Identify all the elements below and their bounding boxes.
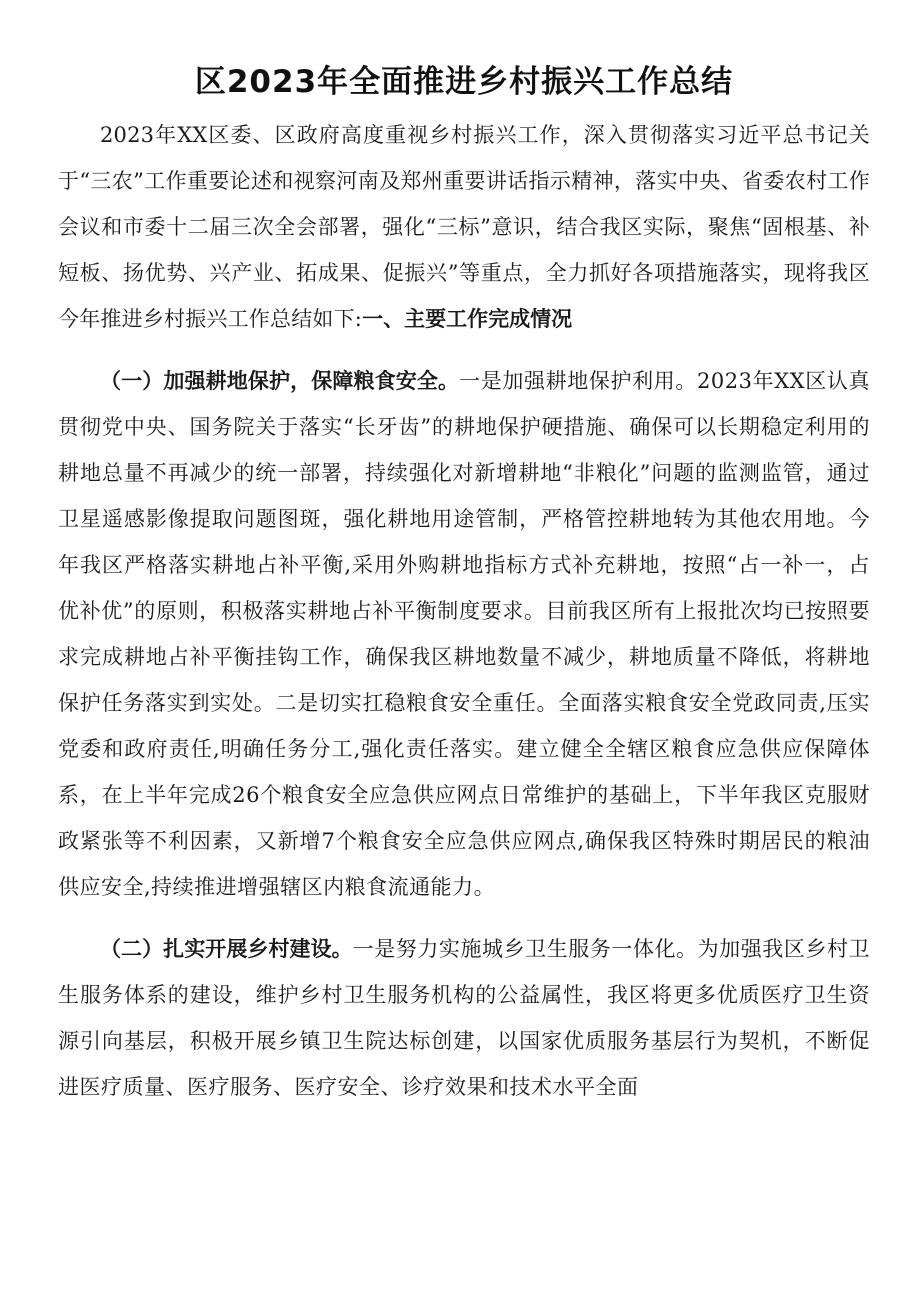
- section-lead-rural-construction: （二）扎实开展乡村建设。: [100, 937, 353, 961]
- section-body-rural-construction: 一是努力实施城乡卫生服务一体化。为加强我区乡村卫生服务体系的建设，维护乡村卫生服务机构的公益属性，我区将更多优质医疗卫生资源引向基层，积极开展乡镇卫生院达标创建，以国家优质服务基层行为契机，不断促进医疗质量、医疗服务、医疗安全、诊疗效果和技术水平全面: [58, 937, 870, 1099]
- section-paragraph-farmland: [58, 358, 870, 910]
- intro-text: 2023年XX区委、区政府高度重视乡村振兴工作，深入贯彻落实习近平总书记关于“三农”工作重要论述和视察河南及郑州重要讲话指示精神，落实中央、省委农村工作会议和市委十二届三次全会部署，强化“三标”意识，结合我区实际，聚焦“固根基、补短板、扬优势、兴产业、拓成果、促振兴”等重点，全力抓好各项措施落实，现将我区今年推进乡村振兴工作总结如下:: [58, 123, 870, 331]
- intro-paragraph: [58, 112, 870, 342]
- section-paragraph-rural-construction: [58, 926, 870, 1110]
- section-body-farmland: 一是加强耕地保护利用。2023年XX区认真贯彻党中央、国务院关于落实“长牙齿”的耕地保护硬措施、确保可以长期稳定利用的耕地总量不再减少的统一部署，持续强化对新增耕地“非粮化”问题的监测监管，通过卫星遥感影像提取问题图斑，强化耕地用途管制，严格管控耕地转为其他农用地。今年我区严格落实耕地占补平衡,采用外购耕地指标方式补充耕地，按照“占一补一，占优补优”的原则，积极落实耕地占补平衡制度要求。目前我区所有上报批次均已按照要求完成耕地占补平衡挂钩工作，确保我区耕地数量不减少，耕地质量不降低，将耕地保护任务落实到实处。二是切实扛稳粮食安全重任。全面落实粮食安全党政同责,压实党委和政府责任,明确任务分工,强化责任落实。建立健全全辖区粮食应急供应保障体系，在上半年完成26个粮食安全应急供应网点日常维护的基础上，下半年我区克服财政紧张等不利因素，又新增7个粮食安全应急供应网点,确保我区特殊时期居民的粮油供应安全,持续推进增强辖区内粮食流通能力。: [58, 369, 870, 899]
- document-title: 区2023年全面推进乡村振兴工作总结: [194, 64, 734, 100]
- section-lead-farmland: （一）加强耕地保护，保障粮食安全。: [100, 369, 460, 393]
- section-heading-main-work: 一、主要工作完成情况: [362, 307, 573, 331]
